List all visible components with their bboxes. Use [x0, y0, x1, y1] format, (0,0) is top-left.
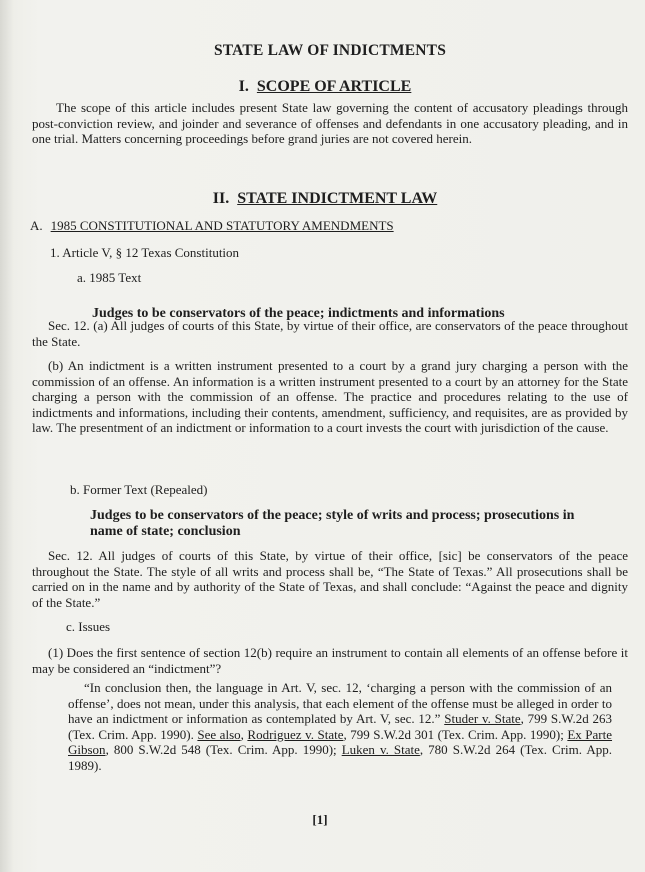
- para-sec12b: (b) An indictment is a written instrument presented to a court by a grand jury charging a person with the commission of an offense. An information is a written instrument presented to a court by an attorney for the State charging a person with the commission of an offense. The practice and procedures relating to the use of indictments and informations, including their contents, amendment, sufficiency, and requisites, are as provided by law. The presentment of an indictment or information to a court invests the court with jurisdiction of the cause.: [32, 358, 628, 435]
- citation-luken: Luken v. State: [341, 742, 420, 757]
- citation-rodriguez-reporter: , 799 S.W.2d 301 (Tex. Crim. App. 1990);: [343, 726, 564, 742]
- heading-1985-text: Judges to be conservators of the peace; indictments and informations: [92, 306, 505, 321]
- see-also-signal: See also: [197, 726, 241, 742]
- section-1-paragraph: The scope of this article includes present State law governing the content of accusatory pleadings through post-conviction review, and joinder and severance of offenses and defendants in one accusatory pleading, and in one trial. Matters concerning proceedings before grand juries are not covered herein.: [32, 100, 628, 146]
- item-a-label: a. 1985 Text: [77, 270, 142, 285]
- citation-studer: Studer v. State: [444, 711, 521, 726]
- para-sec12a: Sec. 12. (a) All judges of courts of this State, by virtue of their office, are conservators of the peace throughout the State.: [32, 318, 628, 349]
- section-2-title: STATE INDICTMENT LAW: [237, 190, 438, 207]
- citation-gibson-reporter: , 800 S.W.2d 548 (Tex. Crim. App. 1990);: [105, 742, 337, 757]
- citation-luken-reporter: , 780 S.W.2d 264 (Tex. Crim. App. 1989).: [68, 742, 612, 773]
- section-2-number: II.: [212, 190, 230, 207]
- citation-rodriguez: Rodriguez v. State: [247, 726, 344, 742]
- page-title: STATE LAW OF INDICTMENTS: [213, 42, 447, 59]
- subsection-a-title: 1985 CONSTITUTIONAL AND STATUTORY AMENDMENTS: [50, 218, 394, 233]
- quotation-text: “In conclusion then, the language in Art. V, sec. 12, ‘charging a person with the commission of an offense’, does not mean, under this analysis, that each element of the offense must be alleged in order to have an indictment or information as contemplated by Art. V, sec. 12.”: [68, 680, 612, 726]
- para-former-sec12: Sec. 12. All judges of courts of this State, by virtue of their office, [sic] be conservators of the peace throughout the State. The style of all writs and process shall be, “The State of Texas.” All prosecutions shall be carried on in the name and by authority of the State of Texas, and shall conclude: “Against the peace and dignity of the State.”: [32, 548, 628, 610]
- section-1-title: SCOPE OF ARTICLE: [256, 78, 412, 95]
- citation-studer-reporter: , 799 S.W.2d 263 (Tex. Crim. App. 1990).: [68, 711, 613, 742]
- heading-former-text: Judges to be conservators of the peace; style of writs and process; prosecutions in name of state; conclusion: [90, 508, 575, 539]
- section-2-heading: [0, 190, 645, 208]
- item-c-label: c. Issues: [66, 619, 111, 634]
- issue-1-question: (1) Does the first sentence of section 12(b) require an instrument to contain all elements of an offense before it may be considered an “indictment”?: [32, 645, 628, 676]
- section-1-number: I.: [238, 78, 249, 95]
- quotation-block: “In conclusion then, the language in Art. V, sec. 12, ‘charging a person with the commission of an offense’, does not mean, under this analysis, that each element of the offense must be alleged in order to have an indictment or information as contemplated by Art. V, sec. 12.” Studer v. State, 799 S.W.2d 263 (Tex. Crim. App. 1990). See also, Rodriguez v. State, 799 S.W.2d 301 (Tex. Crim. App. 1990); Ex Parte Gibson, 800 S.W.2d 548 (Tex. Crim. App. 1990); Luken v. State, 780 S.W.2d 264 (Tex. Crim. App. 1989).: [68, 680, 613, 773]
- page-number: [1]: [312, 812, 328, 827]
- subsection-a-letter: A.: [30, 218, 43, 233]
- subsection-a-heading: [30, 218, 394, 234]
- item-1-label: 1. Article V, § 12 Texas Constitution: [50, 245, 240, 260]
- citation-gibson: Ex Parte Gibson: [68, 726, 613, 757]
- item-b-label: b. Former Text (Repealed): [70, 482, 208, 497]
- section-1-heading: [0, 78, 645, 96]
